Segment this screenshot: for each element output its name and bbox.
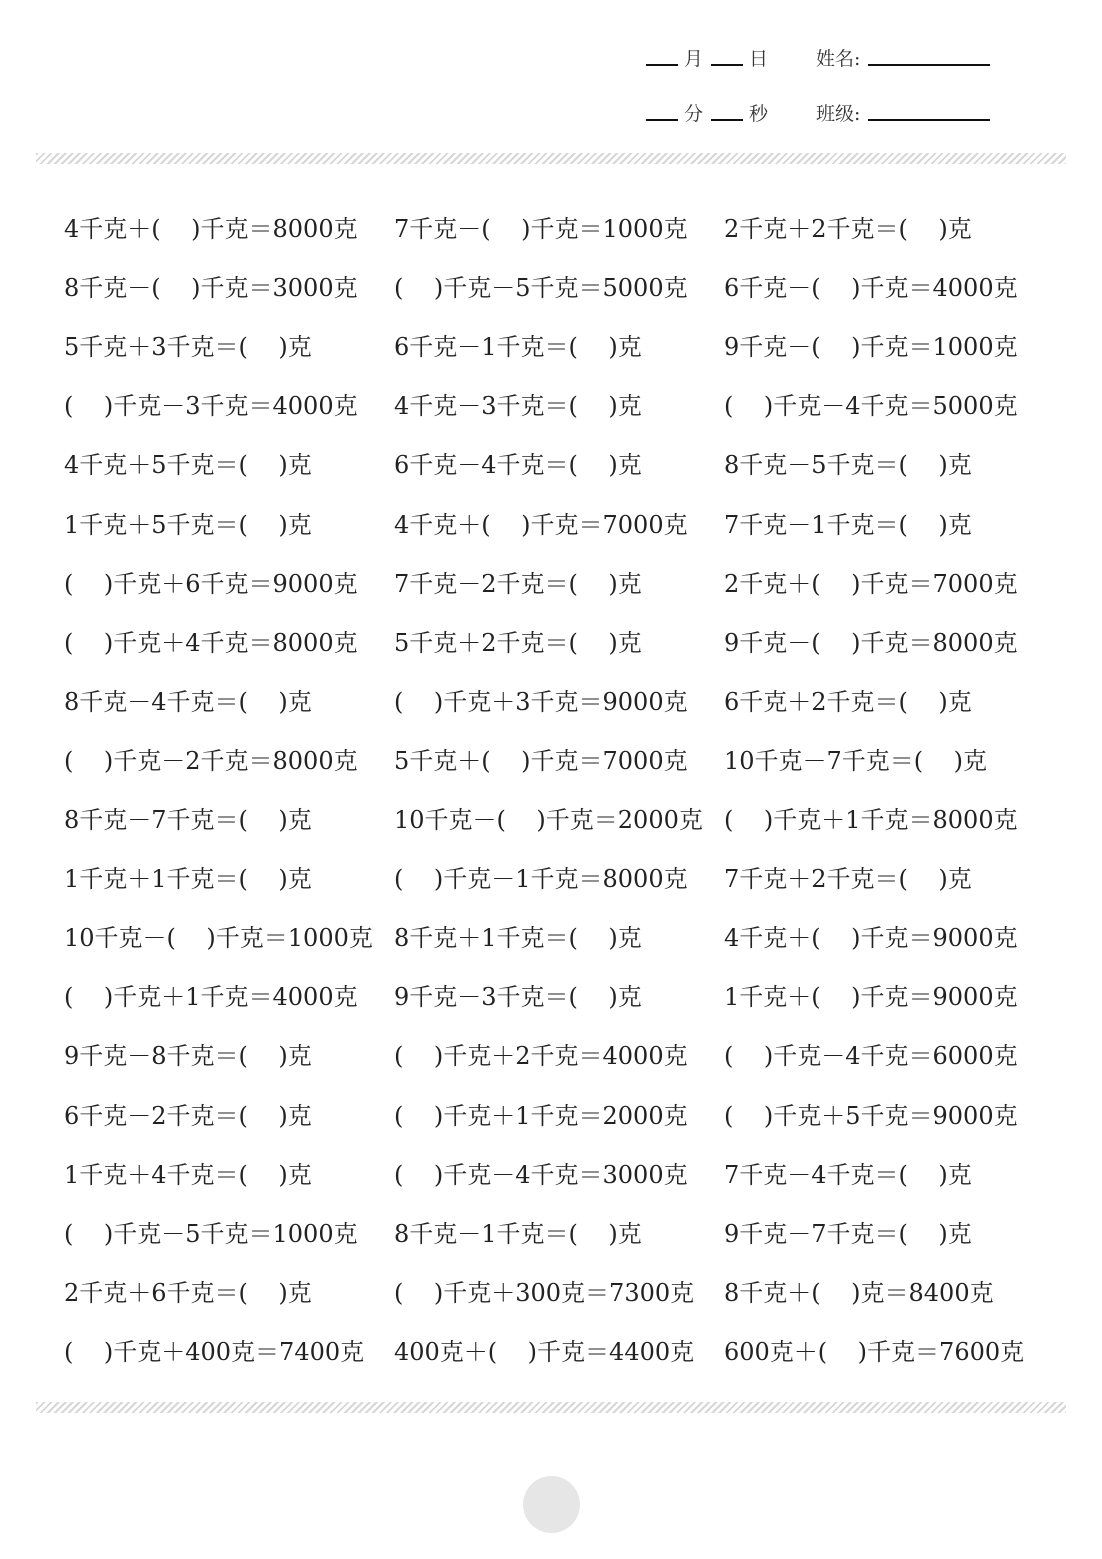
name-label: 姓名: xyxy=(816,48,861,70)
problem-item: 6千克－4千克＝( )克 xyxy=(394,451,642,479)
page-indicator-circle xyxy=(523,1476,580,1533)
problem-item: 1千克＋( )千克＝9000克 xyxy=(724,983,1018,1011)
problem-item: ( )千克＋1千克＝8000克 xyxy=(724,806,1018,834)
problem-item: ( )千克－2千克＝8000克 xyxy=(64,747,358,775)
minute-label: 分 xyxy=(684,103,704,125)
problem-item: 1千克＋1千克＝( )克 xyxy=(64,865,312,893)
problem-item: 1千克＋5千克＝( )克 xyxy=(64,511,312,539)
problem-item: 10千克－( )千克＝2000克 xyxy=(394,806,703,834)
problem-item: 8千克－( )千克＝3000克 xyxy=(64,274,358,302)
problem-item: 4千克＋( )千克＝9000克 xyxy=(724,924,1018,952)
problem-item: 7千克－2千克＝( )克 xyxy=(394,570,642,598)
problem-item: ( )千克－3千克＝4000克 xyxy=(64,392,358,420)
problem-item: 6千克－( )千克＝4000克 xyxy=(724,274,1018,302)
problem-item: ( )千克－4千克＝6000克 xyxy=(724,1042,1018,1070)
problem-item: ( )千克－4千克＝5000克 xyxy=(724,392,1018,420)
problem-item: ( )千克＋1千克＝4000克 xyxy=(64,983,358,1011)
problem-item: 8千克－1千克＝( )克 xyxy=(394,1220,642,1248)
second-label: 秒 xyxy=(749,103,769,125)
problem-item: 8千克－4千克＝( )克 xyxy=(64,688,312,716)
problem-item: 7千克－1千克＝( )克 xyxy=(724,511,972,539)
problem-item: 8千克＋( )克＝8400克 xyxy=(724,1279,994,1307)
problem-item: 9千克－( )千克＝8000克 xyxy=(724,629,1018,657)
minute-blank[interactable] xyxy=(646,119,678,121)
problem-item: 4千克＋5千克＝( )克 xyxy=(64,451,312,479)
top-divider xyxy=(36,153,1066,164)
problem-item: 7千克－4千克＝( )克 xyxy=(724,1161,972,1189)
problem-item: 4千克－3千克＝( )克 xyxy=(394,392,642,420)
second-blank[interactable] xyxy=(711,119,743,121)
problem-item: ( )千克＋400克＝7400克 xyxy=(64,1338,365,1366)
problem-item: 10千克－( )千克＝1000克 xyxy=(64,924,373,952)
problem-item: 9千克－3千克＝( )克 xyxy=(394,983,642,1011)
problem-item: ( )千克－4千克＝3000克 xyxy=(394,1161,688,1189)
problem-item: 600克＋( )千克＝7600克 xyxy=(724,1338,1025,1366)
problem-item: 8千克＋1千克＝( )克 xyxy=(394,924,642,952)
day-blank[interactable] xyxy=(711,64,743,66)
problem-item: 6千克－1千克＝( )克 xyxy=(394,333,642,361)
bottom-divider xyxy=(36,1402,1066,1413)
problem-item: 2千克＋( )千克＝7000克 xyxy=(724,570,1018,598)
class-label: 班级: xyxy=(816,103,861,125)
month-blank[interactable] xyxy=(646,64,678,66)
problem-item: 5千克＋2千克＝( )克 xyxy=(394,629,642,657)
month-label: 月 xyxy=(684,48,704,70)
problem-item: 8千克－5千克＝( )克 xyxy=(724,451,972,479)
problem-item: 2千克＋2千克＝( )克 xyxy=(724,215,972,243)
problem-item: ( )千克＋5千克＝9000克 xyxy=(724,1102,1018,1130)
header-date-row xyxy=(646,44,990,71)
problem-item: ( )千克＋2千克＝4000克 xyxy=(394,1042,688,1070)
problem-item: 9千克－8千克＝( )克 xyxy=(64,1042,312,1070)
header-time-row xyxy=(646,99,990,126)
problem-item: 7千克－( )千克＝1000克 xyxy=(394,215,688,243)
problem-item: 4千克＋( )千克＝8000克 xyxy=(64,215,358,243)
problem-item: 8千克－7千克＝( )克 xyxy=(64,806,312,834)
class-blank[interactable] xyxy=(868,119,990,121)
problem-item: ( )千克－1千克＝8000克 xyxy=(394,865,688,893)
problem-item: 1千克＋4千克＝( )克 xyxy=(64,1161,312,1189)
problem-item: ( )千克＋4千克＝8000克 xyxy=(64,629,358,657)
day-label: 日 xyxy=(749,48,769,70)
problem-item: 400克＋( )千克＝4400克 xyxy=(394,1338,695,1366)
problem-item: 5千克＋3千克＝( )克 xyxy=(64,333,312,361)
problem-item: ( )千克＋6千克＝9000克 xyxy=(64,570,358,598)
name-blank[interactable] xyxy=(868,64,990,66)
problem-item: 5千克＋( )千克＝7000克 xyxy=(394,747,688,775)
problem-item: ( )千克＋3千克＝9000克 xyxy=(394,688,688,716)
problem-item: 4千克＋( )千克＝7000克 xyxy=(394,511,688,539)
problem-item: 9千克－( )千克＝1000克 xyxy=(724,333,1018,361)
problem-item: ( )千克－5千克＝5000克 xyxy=(394,274,688,302)
problem-item: 7千克＋2千克＝( )克 xyxy=(724,865,972,893)
problem-item: ( )千克－5千克＝1000克 xyxy=(64,1220,358,1248)
problem-item: 9千克－7千克＝( )克 xyxy=(724,1220,972,1248)
problem-item: 6千克－2千克＝( )克 xyxy=(64,1102,312,1130)
problem-item: 2千克＋6千克＝( )克 xyxy=(64,1279,312,1307)
problem-item: 6千克＋2千克＝( )克 xyxy=(724,688,972,716)
problem-item: 10千克－7千克＝( )克 xyxy=(724,747,988,775)
problem-item: ( )千克＋300克＝7300克 xyxy=(394,1279,695,1307)
problem-item: ( )千克＋1千克＝2000克 xyxy=(394,1102,688,1130)
